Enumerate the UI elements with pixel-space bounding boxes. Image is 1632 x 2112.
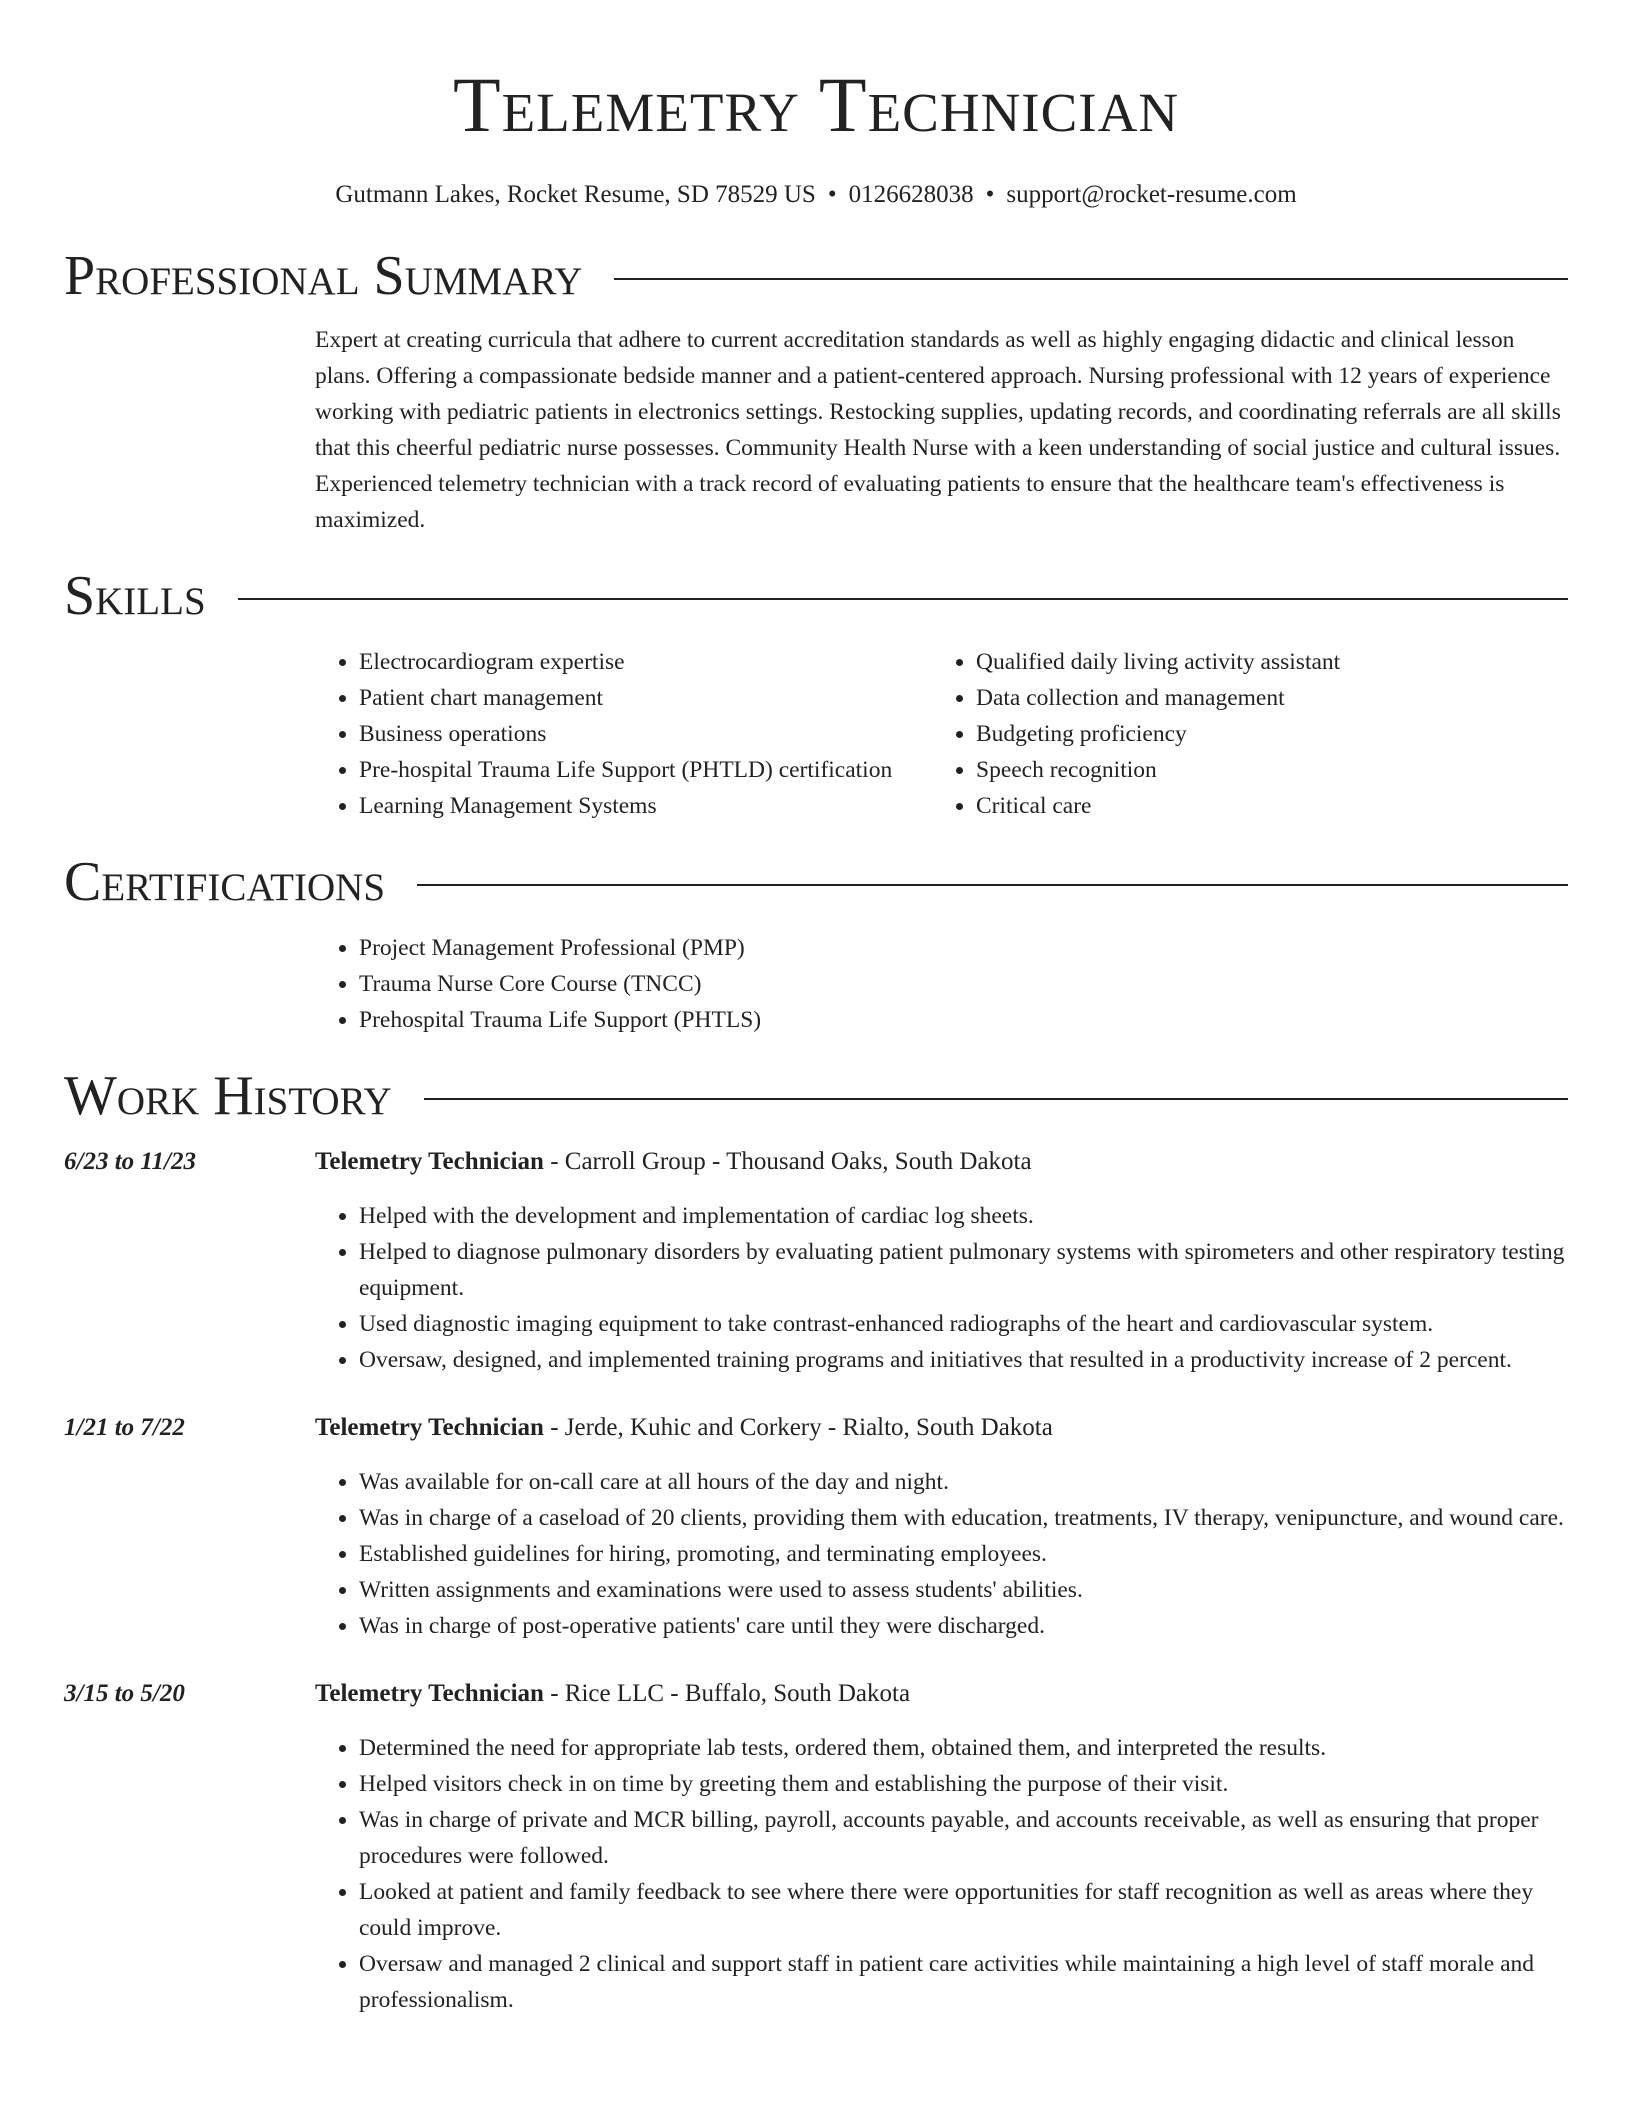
section-divider	[238, 598, 1568, 600]
contact-separator: •	[985, 181, 995, 208]
section-title-summary: Professional Summary	[64, 245, 583, 307]
candidate-name: Telemetry Technician	[452, 61, 1180, 148]
job-bullet: • Helped with the development and implementation of cardiac log sheets.	[359, 1198, 1568, 1234]
skill-item: • Budgeting proficiency	[976, 716, 1568, 752]
job-heading	[315, 1410, 1053, 1446]
job-title: Telemetry Technician	[315, 1148, 544, 1175]
job-bullet: • Was available for on-call care at all hours of the day and night.	[359, 1464, 1568, 1500]
skill-item: • Pre-hospital Trauma Life Support (PHTLD) certification	[359, 752, 932, 788]
job-entry	[64, 1144, 1568, 1378]
job-bullet: • Written assignments and examinations were used to assess students' abilities.	[359, 1572, 1568, 1608]
summary-text: Expert at creating curricula that adhere to current accreditation standards as well as highly engaging didactic and clinical lesson plans. Offering a compassionate bedside manner and a patient-centered approach. Nursing professional with 12 years of experience working with pediatric patients in electronics settings. Restocking supplies, updating records, and coordinating referrals are all skills that this cheerful pediatric nurse possesses. Community Health Nurse with a keen understanding of social justice and cultural issues. Experienced telemetry technician with a track record of evaluating patients to ensure that the healthcare team's effectiveness is maximized.	[315, 327, 1561, 533]
job-bullets	[315, 1464, 1568, 1644]
contact-separator: •	[827, 181, 837, 208]
job-bullet: • Was in charge of a caseload of 20 clients, providing them with education, treatments, IV therapy, venipuncture, and wound care.	[359, 1500, 1568, 1536]
skill-item: • Business operations	[359, 716, 932, 752]
job-bullets	[315, 1730, 1568, 2018]
job-bullet-list	[315, 1730, 1568, 2018]
job-employer: - Jerde, Kuhic and Corkery - Rialto, South Dakota	[543, 1414, 1053, 1441]
job-bullet-list	[315, 1464, 1568, 1644]
skill-item: • Speech recognition	[976, 752, 1568, 788]
contact-address: Gutmann Lakes, Rocket Resume, SD 78529 US	[335, 181, 816, 208]
job-dates: 3/15 to 5/20	[64, 1680, 185, 1707]
job-bullet: • Oversaw and managed 2 clinical and support staff in patient care activities while maintaining a high level of staff morale and professionalism.	[359, 1946, 1568, 2018]
certification-item: • Prehospital Trauma Life Support (PHTLS)	[359, 1002, 1568, 1038]
job-bullet: • Established guidelines for hiring, promoting, and terminating employees.	[359, 1536, 1568, 1572]
skill-item: • Electrocardiogram expertise	[359, 644, 932, 680]
job-bullet: • Helped to diagnose pulmonary disorders by evaluating patient pulmonary systems with spirometers and other respiratory testing equipment.	[359, 1234, 1568, 1306]
job-header	[64, 1410, 1568, 1446]
job-entry	[64, 1676, 1568, 2018]
job-bullet: • Was in charge of post-operative patients' care until they were discharged.	[359, 1608, 1568, 1644]
section-title-certifications: Certifications	[64, 851, 386, 913]
skills-column-left	[315, 644, 932, 824]
job-heading	[315, 1676, 910, 1712]
contact-phone: 0126628038	[848, 181, 974, 208]
section-title-work-history: Work History	[64, 1065, 392, 1127]
job-title: Telemetry Technician	[315, 1414, 544, 1441]
section-header-certifications	[64, 851, 1568, 913]
job-bullet: • Used diagnostic imaging equipment to take contrast-enhanced radiographs of the heart and cardiovascular system.	[359, 1306, 1568, 1342]
job-employer: - Rice LLC - Buffalo, South Dakota	[543, 1680, 911, 1707]
job-header	[64, 1144, 1568, 1180]
contact-email: support@rocket-resume.com	[1006, 181, 1297, 208]
job-heading	[315, 1144, 1032, 1180]
section-divider	[614, 278, 1568, 280]
job-employer: - Carroll Group - Thousand Oaks, South Dakota	[543, 1148, 1032, 1175]
skills-list	[315, 644, 1568, 824]
job-header	[64, 1676, 1568, 1712]
skill-item: • Qualified daily living activity assistant	[976, 644, 1568, 680]
section-header-skills	[64, 565, 1568, 627]
certifications-list	[315, 930, 1568, 1038]
job-entry	[64, 1410, 1568, 1644]
certification-item: • Project Management Professional (PMP)	[359, 930, 1568, 966]
job-bullet: • Was in charge of private and MCR billing, payroll, accounts payable, and accounts receivable, as well as ensuring that proper procedures were followed.	[359, 1802, 1568, 1874]
job-bullet: • Oversaw, designed, and implemented training programs and initiatives that resulted in a productivity increase of 2 percent.	[359, 1342, 1568, 1378]
skills-column-right	[932, 644, 1568, 824]
job-title: Telemetry Technician	[315, 1680, 544, 1707]
resume-page	[64, 0, 1568, 2018]
job-dates: 1/21 to 7/22	[64, 1414, 185, 1441]
job-bullet: • Looked at patient and family feedback to see where there were opportunities for staff recognition as well as areas where they could improve.	[359, 1874, 1568, 1946]
section-header-work-history	[64, 1065, 1568, 1127]
skill-item: • Critical care	[976, 788, 1568, 824]
job-bullets	[315, 1198, 1568, 1378]
skill-item: • Patient chart management	[359, 680, 932, 716]
skill-item: • Learning Management Systems	[359, 788, 932, 824]
section-divider	[424, 1098, 1568, 1100]
contact-line	[64, 180, 1568, 210]
section-divider	[417, 884, 1568, 886]
section-header-summary	[64, 245, 1568, 307]
section-title-skills: Skills	[64, 565, 206, 627]
job-dates: 6/23 to 11/23	[64, 1148, 196, 1175]
job-bullet-list	[315, 1198, 1568, 1378]
certification-item: • Trauma Nurse Core Course (TNCC)	[359, 966, 1568, 1002]
job-bullet: • Helped visitors check in on time by greeting them and establishing the purpose of their visit.	[359, 1766, 1568, 1802]
certifications-bullets	[315, 930, 1568, 1038]
skill-item: • Data collection and management	[976, 680, 1568, 716]
job-bullet: • Determined the need for appropriate lab tests, ordered them, obtained them, and interpreted the results.	[359, 1730, 1568, 1766]
